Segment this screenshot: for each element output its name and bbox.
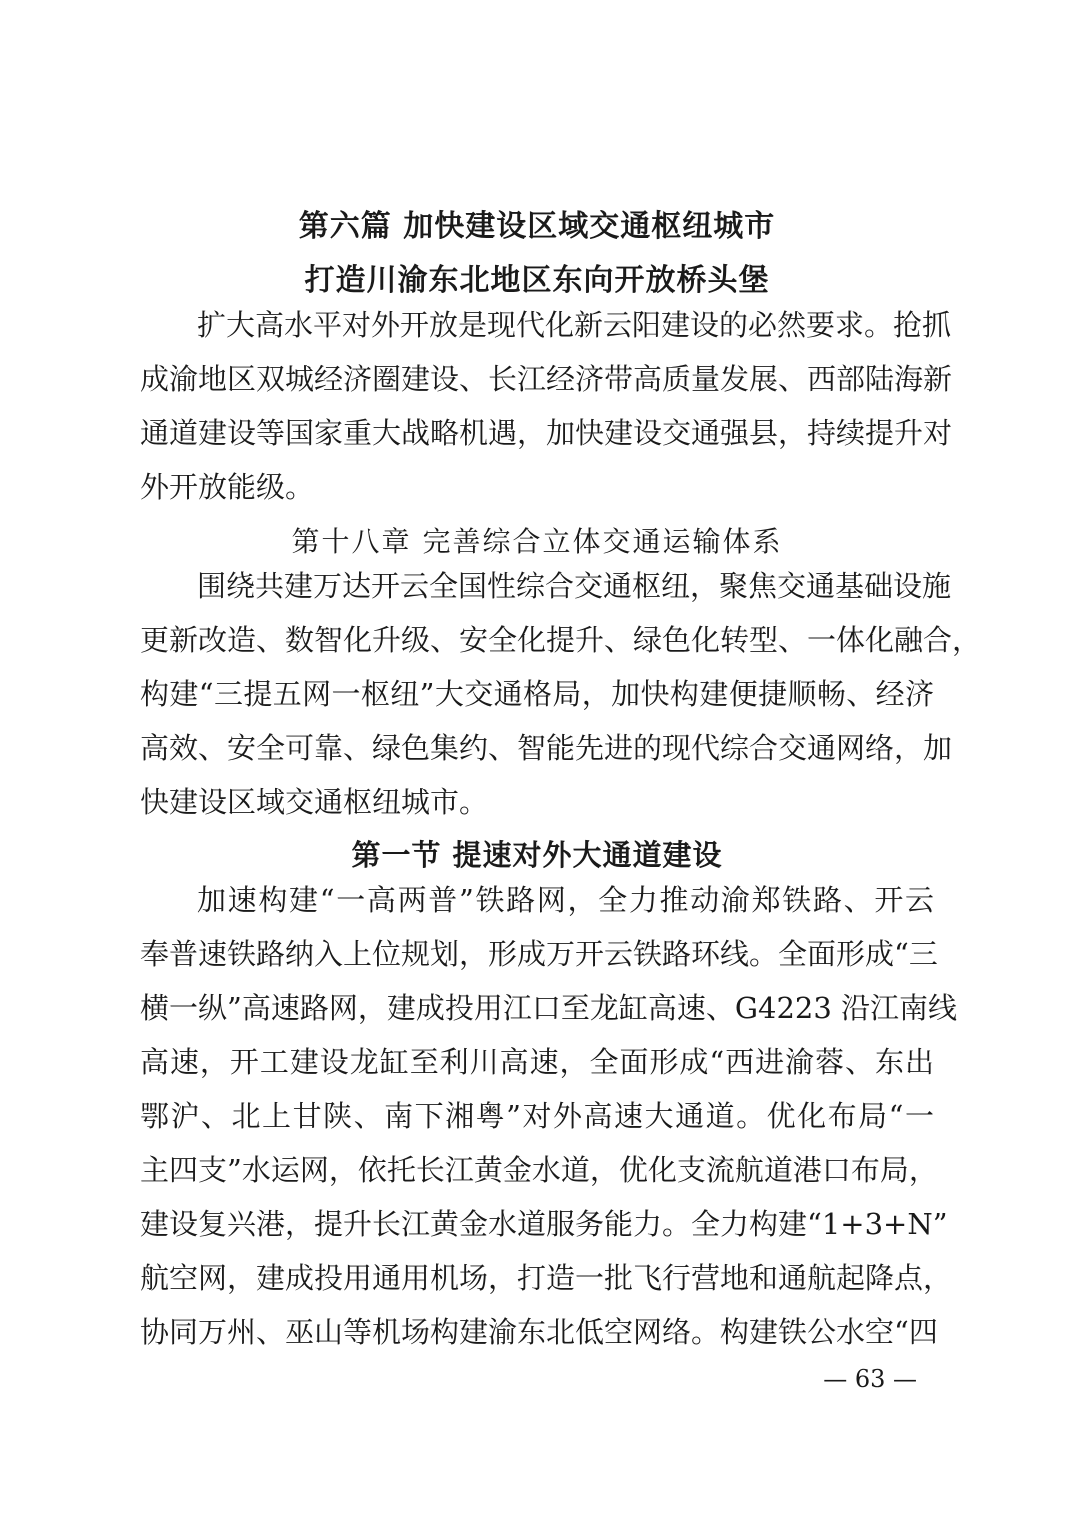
section-line: 奉普速铁路纳入上位规划，形成万开云铁路环线。全面形成“三	[140, 937, 938, 971]
chapter-line: 快建设区域交通枢纽城市。	[140, 785, 489, 819]
page-number: — 63 —	[823, 1365, 917, 1393]
intro-line: 成渝地区双城经济圈建设、长江经济带高质量发展、西部陆海新	[140, 362, 953, 396]
section-line: 协同万州、巫山等机场构建渝东北低空网络。构建铁公水空“四	[140, 1315, 938, 1349]
intro-line: 通道建设等国家重大战略机遇，加快建设交通强县，持续提升对	[140, 416, 953, 450]
section-line: 鄂沪、北上甘陕、南下湘粤”对外高速大通道。优化布局“一	[140, 1099, 934, 1133]
section-line: 横一纵”高速路网，建成投用江口至龙缸高速、G4223 沿江南线	[140, 991, 958, 1025]
chapter-line: 围绕共建万达开云全国性综合交通枢纽，聚焦交通基础设施	[197, 569, 952, 603]
part-subtitle: 打造川渝东北地区东向开放桥头堡	[304, 263, 770, 298]
chapter-line: 更新改造、数智化升级、安全化提升、绿色化转型、一体化融合，	[140, 623, 982, 657]
chapter-line: 构建“三提五网一枢纽”大交通格局，加快构建便捷顺畅、经济	[140, 677, 934, 711]
intro-line: 扩大高水平对外开放是现代化新云阳建设的必然要求。抢抓	[197, 308, 952, 342]
chapter-line: 高效、安全可靠、绿色集约、智能先进的现代综合交通网络，加	[140, 731, 953, 765]
section-line: 主四支”水运网，依托长江黄金水道，优化支流航道港口布局，	[140, 1153, 938, 1187]
section-line: 加速构建“一高两普”铁路网，全力推动渝郑铁路、开云	[197, 883, 934, 917]
chapter-title: 第十八章 完善综合立体交通运输体系	[291, 525, 783, 558]
intro-line: 外开放能级。	[140, 470, 315, 504]
part-title: 第六篇 加快建设区域交通枢纽城市	[298, 209, 776, 244]
section-line: 建设复兴港，提升长江黄金水道服务能力。全力构建“1+3+N”	[140, 1207, 948, 1241]
section-line: 航空网，建成投用通用机场，打造一批飞行营地和通航起降点，	[140, 1261, 953, 1295]
section-line: 高速，开工建设龙缸至利川高速，全面形成“西进渝蓉、东出	[140, 1045, 934, 1079]
section-title: 第一节 提速对外大通道建设	[351, 838, 723, 872]
